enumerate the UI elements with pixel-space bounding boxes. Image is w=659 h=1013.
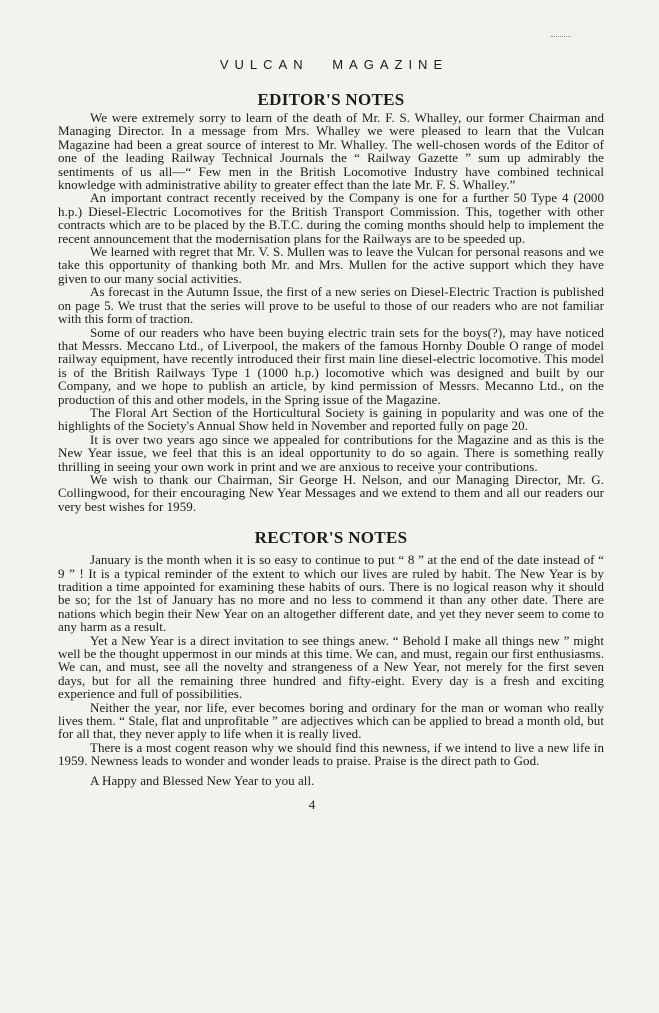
editor-paragraph: It is over two years ago since we appealed for contributions for the Magazine and as this is the New Year issue, we feel that this is an ideal opportunity to do so again. There is something really thrilling in seeing your own work in print and we are anxious to receive your contributions. xyxy=(58,431,604,474)
editor-paragraph: Some of our readers who have been buying electric train sets for the boys(?), may have noticed that Messrs. Meccano Ltd., of Liverpool, the makers of the famous Hornby Double O range of model railway equipment, have recently introduced their first main line diesel-electric locomotive. This model is of the British Railways Type 1 (1000 h.p.) locomotive which was designed and built by our Company, and we hope to publish an article, by kind permission of Messrs. Mecanno Ltd., on the production of this and other models, in the Spring issue of the Magazine. xyxy=(58,324,604,407)
rector-closing: A Happy and Blessed New Year to you all. xyxy=(90,772,315,788)
editor-paragraph: As forecast in the Autumn Issue, the first of a new series on Diesel-Electric Traction is published on page 5. We trust that the series will prove to be useful to those of our readers who are not familiar with this form of traction. xyxy=(58,284,604,327)
editor-paragraph: The Floral Art Section of the Horticultural Society is gaining in popularity and was one of the highlights of the Society's Annual Show held in November and reported fully on page 20. xyxy=(58,404,604,434)
rector-paragraph: There is a most cogent reason why we should find this newness, if we intend to live a new life in 1959. Newness leads to wonder and wonder leads to praise. Praise is the direct path to God. xyxy=(58,739,604,769)
page-speck xyxy=(551,36,571,39)
rector-heading: RECTOR'S NOTES xyxy=(254,528,408,548)
rector-paragraph: January is the month when it is so easy to continue to put “ 8 ” at the end of the date instead of “ 9 ” ! It is a typical reminder of the extent to which our lives are ruled by habit. The New Year is by tradition a time appointed for examining these habits of ours. There is no logical reason why it should be so; for the 1st of January has no more and no less to commend it than any other date. There are nations which begin their New Year on an altogether different date, and yet they never seem to come to any harm as a result. xyxy=(58,552,604,635)
rector-notes xyxy=(58,553,604,787)
editor-paragraph: We learned with regret that Mr. V. S. Mullen was to leave the Vulcan for personal reasons and we take this opportunity of thanking both Mr. and Mrs. Mullen for the active support which they have given to our many social activities. xyxy=(58,244,604,286)
editor-paragraph: We were extremely sorry to learn of the death of Mr. F. S. Whalley, our former Chairman and Managing Director. In a message from Mrs. Whalley we were pleased to learn that the Vulcan Magazine had been a great source of interest to Mr. Whalley. The well-chosen words of the Editor of one of the leading Railway Technical Journals the “ Railway Gazette ” sum up admirably the sentiments of us all—“ Few men in the British Locomotive Industry have combined technical knowledge with administrative ability to greater effect than the late Mr. F. S. Whalley.” xyxy=(58,110,604,193)
editor-heading: EDITOR'S NOTES xyxy=(257,90,405,109)
masthead: VULCAN MAGAZINE xyxy=(219,57,449,72)
rector-paragraph: Neither the year, nor life, ever becomes boring and ordinary for the man or woman who really lives them. “ Stale, flat and unprofitable ” are adjectives which can be applied to bread a month old, but for all that, they never apply to life when it is really lived. xyxy=(58,699,604,742)
page-number: 4 xyxy=(308,797,316,813)
editor-paragraph: We wish to thank our Chairman, Sir George H. Nelson, and our Managing Director, Mr. G. Collingwood, for their encouraging New Year Messages and we extend to them and all our readers our very best wishes for 1959. xyxy=(58,471,604,514)
magazine-page xyxy=(58,56,604,813)
rector-paragraph: Yet a New Year is a direct invitation to see things anew. “ Behold I make all things new ” might well be the thought uppermost in our minds at this time. We can, and must, regain our first enthusiasms. We can, and must, see all the novelty and strangeness of a New Year, not merely for the first seven days, but for all the remaining three hundred and fifty-eight. Every day is a fresh and exciting experience and full of possibilities. xyxy=(58,632,604,702)
editor-notes xyxy=(58,111,604,513)
editor-paragraph: An important contract recently received by the Company is one for a further 50 Type 4 (2000 h.p.) Diesel-Electric Locomotives for the British Transport Commission. This, together with other contracts which are to be placed by the B.T.C. during the coming months should help to implement the recent announcement that the modernisation plans for the Railways are to be speeded up. xyxy=(58,190,604,246)
